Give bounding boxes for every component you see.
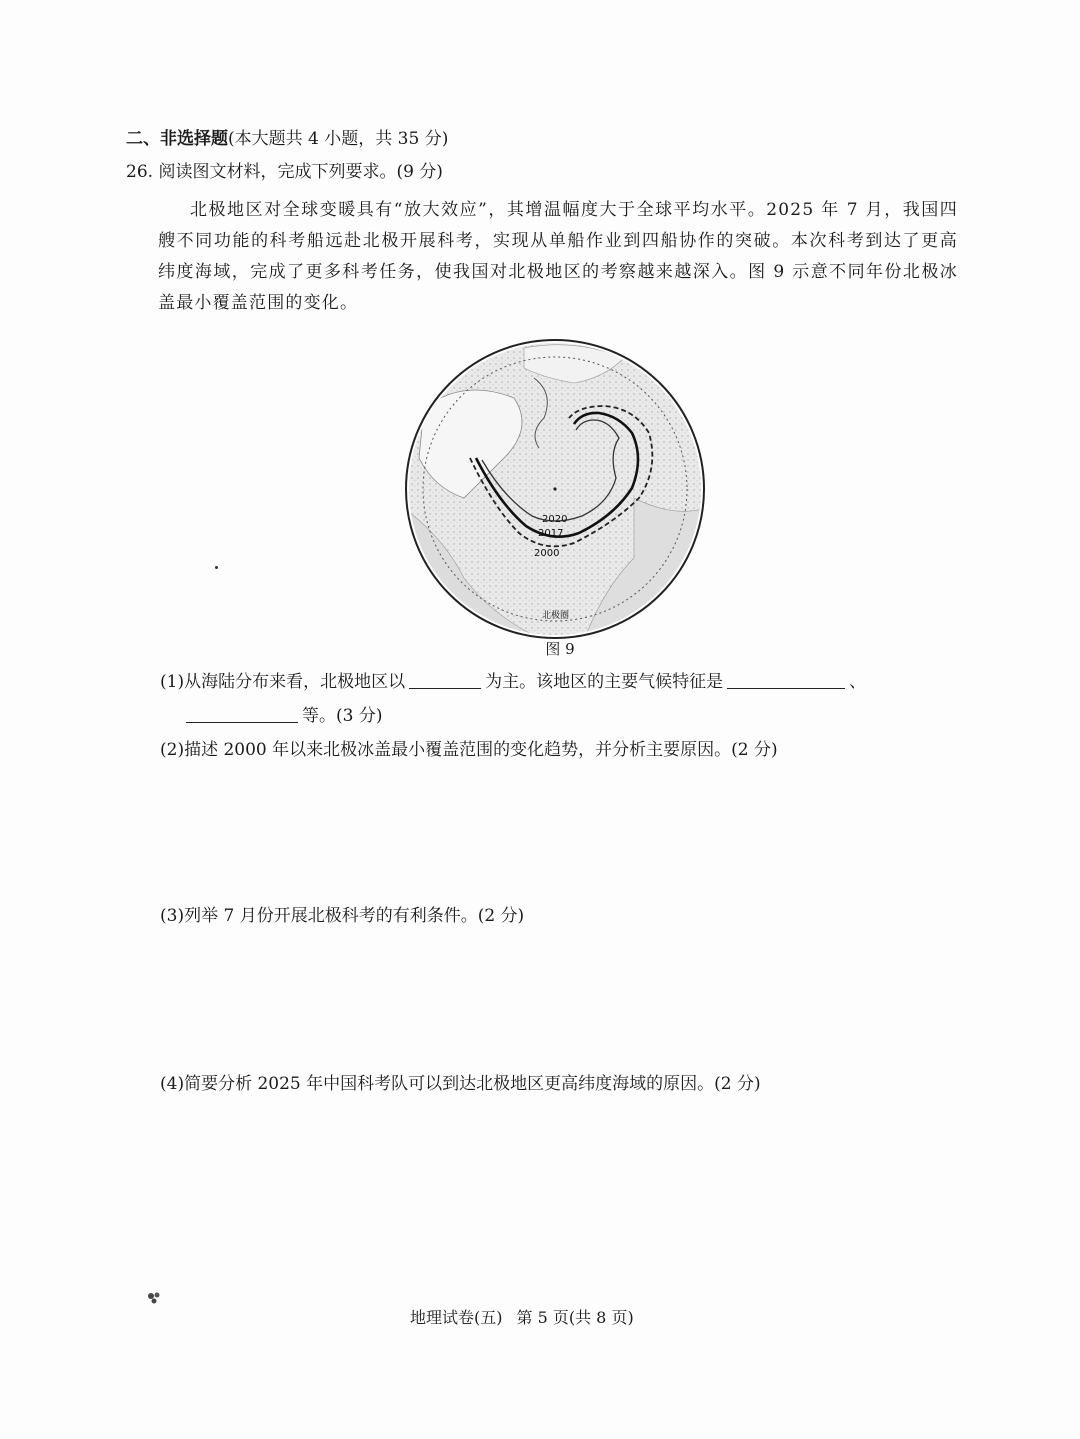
q1-text-b: 为主。该地区的主要气候特征是 <box>485 672 724 692</box>
material-paragraph: 北极地区对全球变暖具有“放大效应”，其增温幅度大于全球平均水平。2025 年 7 月，我国四艘不同功能的科考船远赴北极开展科考，实现从单船作业到四船协作的突破。本次科考到达了更高纬度海域，完成了更多科考任务，使我国对北极地区的考察越来越深入。图 9 示意不同年份北极冰盖最小覆盖范围的变化。 <box>158 200 958 313</box>
subquestion-3: (3)列举 7 月份开展北极科考的有利条件。(2 分) <box>160 906 525 926</box>
label-arctic-circle: 北极圈 <box>542 611 570 621</box>
q1-text-c: 、 <box>849 672 867 692</box>
section-title-rest: (本大题共 4 小题，共 35 分) <box>228 129 449 149</box>
subquestion-1-cont <box>186 704 382 728</box>
footer-subject: 地理试卷(五) <box>410 1308 503 1327</box>
label-2000: 2000 <box>534 548 560 559</box>
subquestion-1 <box>160 670 866 694</box>
label-2017: 2017 <box>538 528 564 539</box>
section-title <box>126 127 448 151</box>
q1-blank-1[interactable] <box>409 687 481 689</box>
label-2020: 2020 <box>542 514 568 525</box>
q1-text-d: 等。(3 分) <box>302 706 383 726</box>
q1-blank-3[interactable] <box>186 721 298 723</box>
section-title-bold: 二、非选择题 <box>126 129 228 149</box>
q1-text-a: (1)从海陆分布来看，北极地区以 <box>160 672 406 692</box>
subquestion-4: (4)简要分析 2025 年中国科考队可以到达北极地区更高纬度海域的原因。(2 分) <box>160 1074 761 1094</box>
scan-speck <box>215 566 218 569</box>
arctic-ice-map <box>404 338 706 640</box>
question-heading: 26. 阅读图文材料，完成下列要求。(9 分) <box>126 162 443 182</box>
subquestion-2: (2)描述 2000 年以来北极冰盖最小覆盖范围的变化趋势，并分析主要原因。(2 分) <box>160 740 778 760</box>
page-footer <box>410 1305 648 1328</box>
footer-page: 第 5 页(共 8 页) <box>516 1308 634 1327</box>
printer-mark-icon <box>146 1290 162 1306</box>
q1-blank-2[interactable] <box>727 687 845 689</box>
north-pole-dot <box>553 487 556 490</box>
figure-caption: 图 9 <box>545 640 575 658</box>
